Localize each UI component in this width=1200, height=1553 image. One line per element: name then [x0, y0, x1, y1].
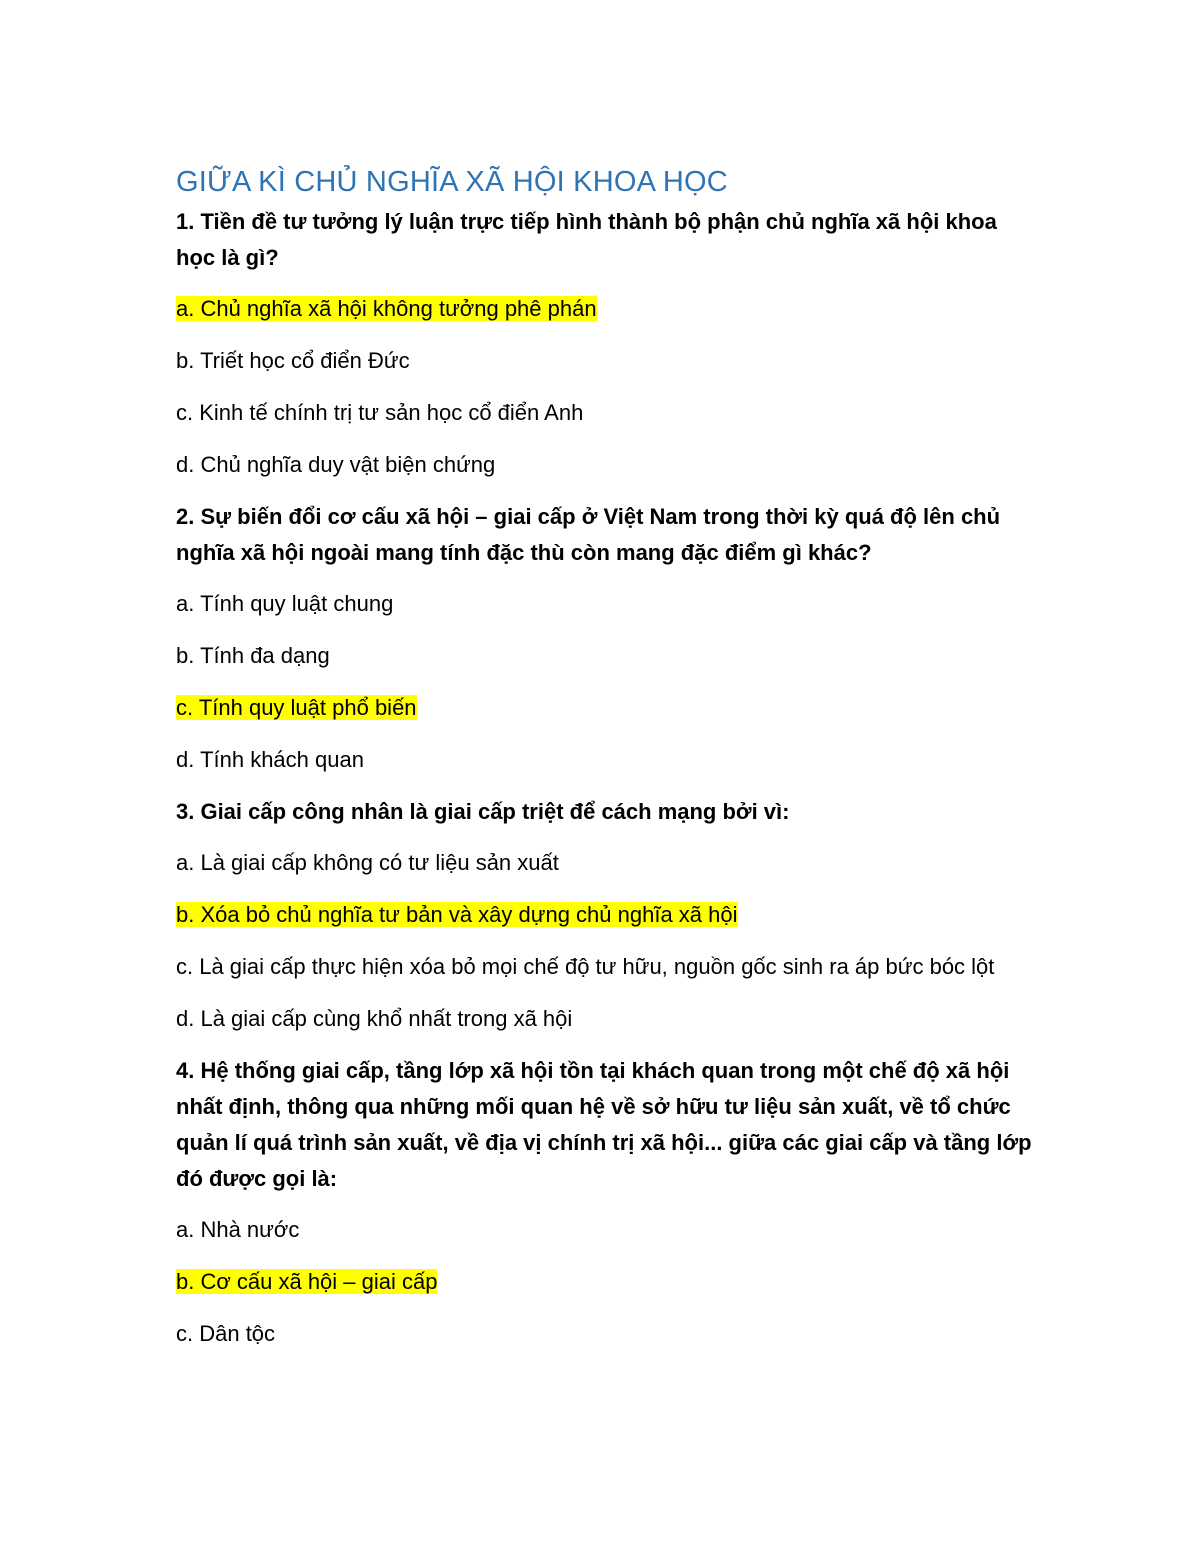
- q4-option-b-highlighted-answer: b. Cơ cấu xã hội – giai cấp: [176, 1269, 438, 1294]
- q1-option-c: c. Kinh tế chính trị tư sản học cổ điển Anh: [176, 400, 584, 425]
- question-2: 2. Sự biến đổi cơ cấu xã hội – giai cấp ở Việt Nam trong thời kỳ quá độ lên chủ nghĩa xã hội ngoài mang tính đặc thù còn mang đặc điểm gì khác?: [176, 504, 1001, 565]
- q2-option-b: b. Tính đa dạng: [176, 643, 330, 668]
- q2-option-c-highlighted-answer: c. Tính quy luật phổ biến: [176, 695, 417, 720]
- q3-option-b-highlighted-answer: b. Xóa bỏ chủ nghĩa tư bản và xây dựng chủ nghĩa xã hội: [176, 902, 738, 927]
- document-page: [176, 162, 1036, 1368]
- q3-option-d: d. Là giai cấp cùng khổ nhất trong xã hội: [176, 1006, 573, 1031]
- q4-option-b: [176, 1264, 1036, 1300]
- question-1: 1. Tiền đề tư tưởng lý luận trực tiếp hình thành bộ phận chủ nghĩa xã hội khoa học là gì?: [176, 209, 997, 270]
- q1-option-a: [176, 291, 1036, 327]
- question-4: 4. Hệ thống giai cấp, tầng lớp xã hội tồn tại khách quan trong một chế độ xã hội nhất định, thông qua những mối quan hệ về sở hữu tư liệu sản xuất, về tổ chức quản lí quá trình sản xuất, về địa vị chính trị xã hội... giữa các giai cấp và tầng lớp đó được gọi là:: [176, 1058, 1032, 1191]
- q3-option-c: c. Là giai cấp thực hiện xóa bỏ mọi chế độ tư hữu, nguồn gốc sinh ra áp bức bóc lột: [176, 954, 995, 979]
- q3-option-a: a. Là giai cấp không có tư liệu sản xuất: [176, 850, 559, 875]
- q2-option-a: a. Tính quy luật chung: [176, 591, 394, 616]
- q2-option-d: d. Tính khách quan: [176, 747, 364, 772]
- q1-option-a-highlighted-answer: a. Chủ nghĩa xã hội không tưởng phê phán: [176, 296, 597, 321]
- document-title: GIỮA KÌ CHỦ NGHĨA XÃ HỘI KHOA HỌC: [176, 166, 728, 198]
- question-3: 3. Giai cấp công nhân là giai cấp triệt để cách mạng bởi vì:: [176, 799, 790, 824]
- q2-option-c: [176, 690, 1036, 726]
- q1-option-d: d. Chủ nghĩa duy vật biện chứng: [176, 452, 496, 477]
- q4-option-c: c. Dân tộc: [176, 1321, 276, 1346]
- q4-option-a: a. Nhà nước: [176, 1217, 300, 1242]
- q3-option-b: [176, 897, 1036, 933]
- q1-option-b: b. Triết học cổ điển Đức: [176, 348, 410, 373]
